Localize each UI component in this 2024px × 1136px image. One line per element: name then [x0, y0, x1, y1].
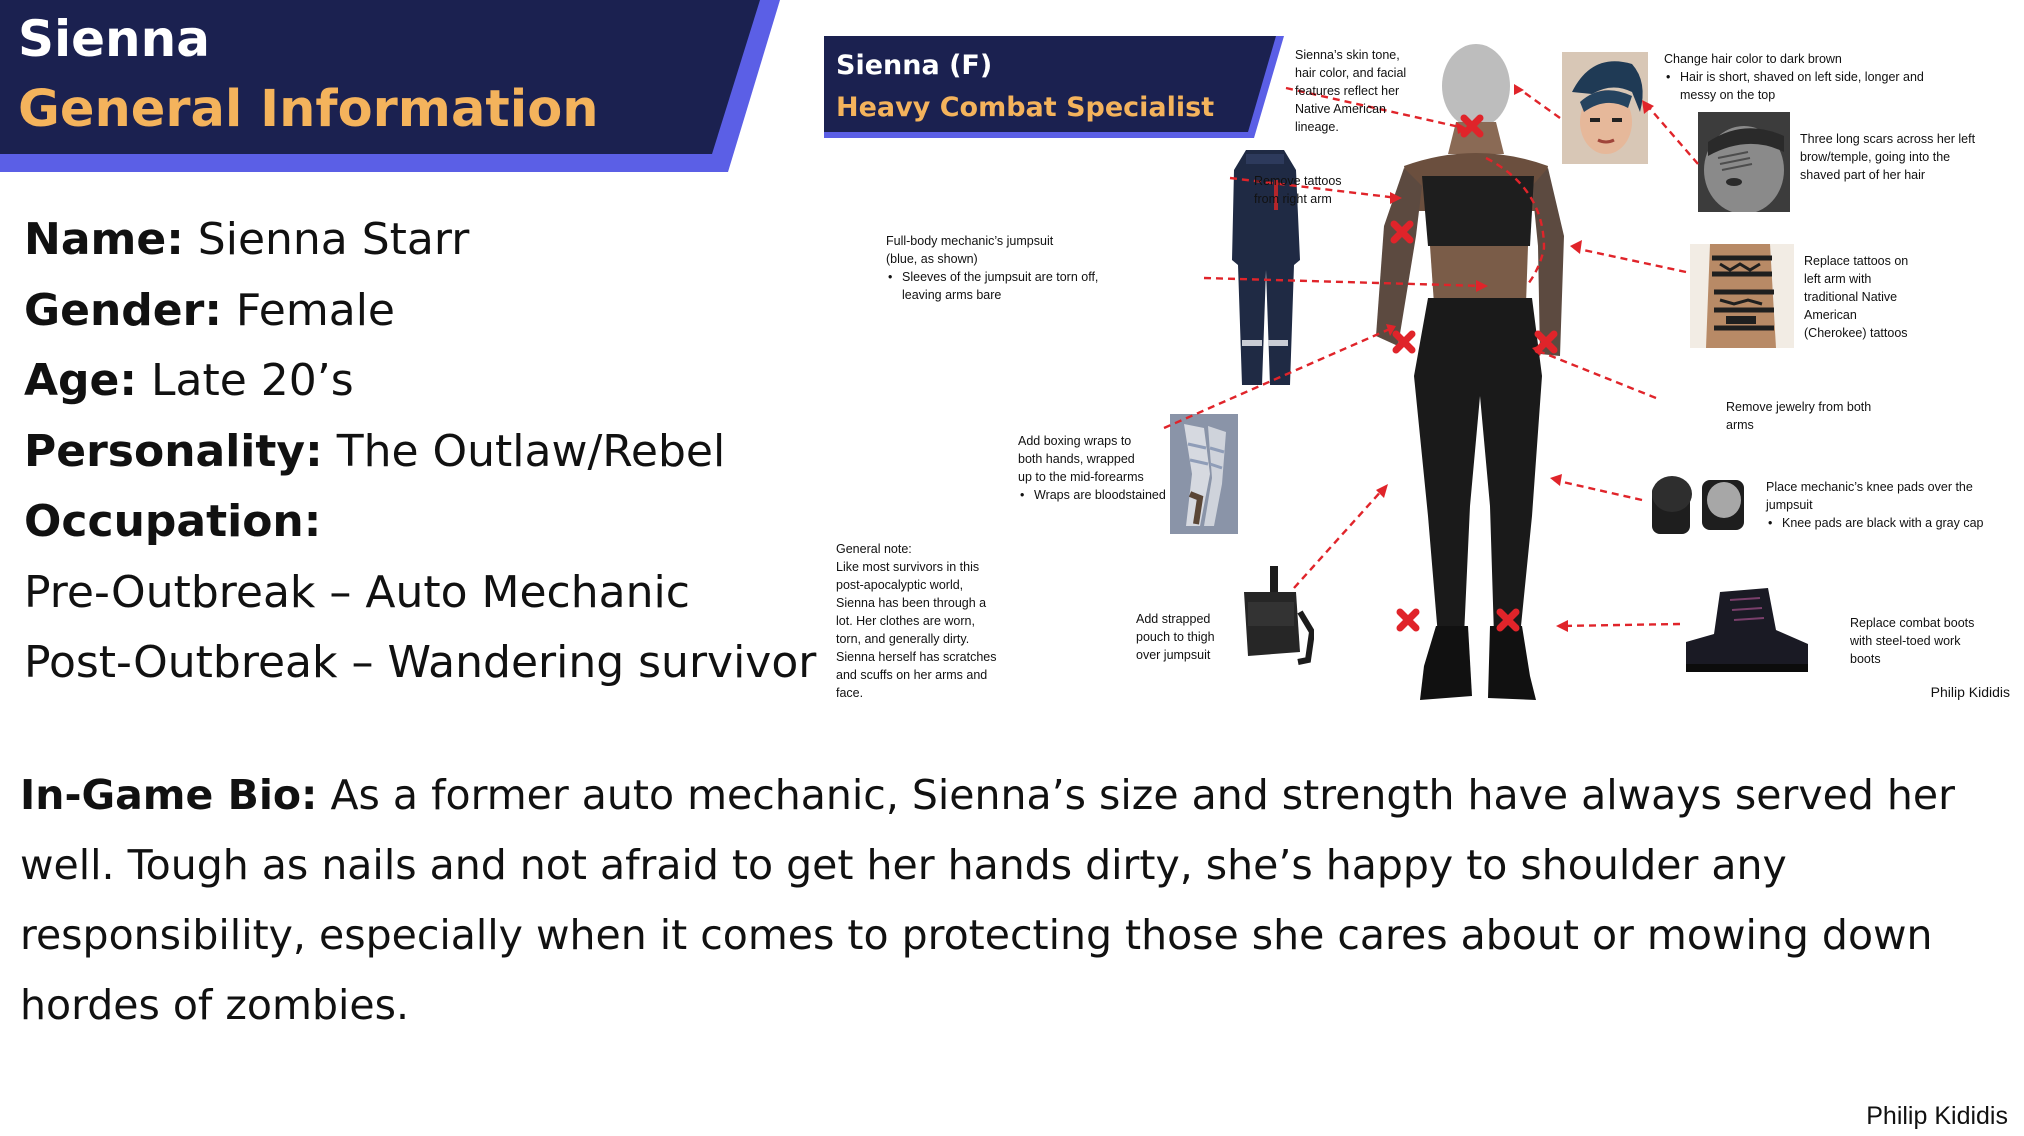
info-list	[24, 205, 816, 699]
in-game-bio	[20, 760, 2010, 1040]
note-general: General note: Like most survivors in this post-apocalyptic world, Sienna has been through a lot. Her clothes are worn, torn, and generally dirty. Sienna herself has scratches and scuffs on her arms and face.	[836, 542, 997, 700]
info-label: Occupation:	[24, 496, 322, 547]
info-personality	[24, 417, 816, 488]
work-boots-image	[1680, 582, 1812, 680]
info-value: Sienna Starr	[183, 214, 470, 265]
note-bullet: • Wraps are bloodstained	[1018, 486, 1168, 504]
note-bullet: • Knee pads are black with a gray cap	[1766, 514, 2016, 532]
info-label: Gender:	[24, 284, 222, 336]
note-thigh-pouch: Add strapped pouch to thigh over jumpsuit	[1136, 612, 1215, 662]
sheet-credit: Philip Kididis	[1930, 684, 2010, 700]
scars-reference-image	[1698, 112, 1790, 212]
occupation-pre: Pre-Outbreak – Auto Mechanic	[24, 566, 690, 618]
tattoo-reference-image	[1690, 244, 1794, 348]
sheet-title: Sienna (F)	[836, 50, 993, 81]
character-figure	[1344, 36, 1564, 716]
note-knee-pads: Place mechanic’s knee pads over the jumpsuit • Knee pads are black with a gray cap	[1766, 478, 2016, 532]
note-bullet: • Hair is short, shaved on left side, longer and messy on the top	[1664, 68, 1954, 104]
bio-label: In-Game Bio:	[20, 771, 318, 819]
hair-reference-image	[1562, 52, 1648, 164]
note-bullet: • Sleeves of the jumpsuit are torn off, leaving arms bare	[886, 268, 1112, 304]
info-occupation	[24, 487, 816, 558]
info-label: Name:	[24, 214, 184, 265]
note-skin: Sienna’s skin tone, hair color, and facial features reflect her Native American lineage.	[1295, 48, 1407, 134]
note-boxing-wraps: Add boxing wraps to both hands, wrapped up to the mid-forearms • Wraps are bloodstained	[1018, 432, 1168, 504]
note-jumpsuit: Full-body mechanic’s jumpsuit (blue, as shown) • Sleeves of the jumpsuit are torn off, leaving arms bare	[886, 232, 1112, 304]
knee-pads-image	[1642, 464, 1754, 538]
info-label: Age:	[24, 355, 137, 406]
title-banner	[0, 0, 780, 172]
info-age	[24, 346, 816, 417]
info-value: Late 20’s	[137, 355, 354, 406]
info-value: Female	[221, 284, 395, 336]
occupation-post: Post-Outbreak – Wandering survivor	[24, 637, 817, 688]
page-subtitle: General Information	[18, 80, 599, 139]
author-credit: Philip Kididis	[1866, 1102, 2008, 1130]
thigh-pouch-image	[1234, 562, 1314, 672]
sheet-banner	[824, 36, 1284, 146]
info-gender	[24, 276, 816, 347]
bio-text: As a former auto mechanic, Sienna’s size and strength have always served her well. Tough as nails and not afraid to get her hands dirty, she’s happy to shoulder any responsibility, especially when it comes to protecting those she cares about or mowing down hordes of zombies.	[20, 771, 1955, 1029]
sheet-role: Heavy Combat Specialist	[836, 92, 1215, 123]
boxing-wraps-image	[1170, 414, 1238, 534]
reference-sheet	[824, 28, 2020, 718]
face-placeholder	[1442, 44, 1510, 128]
note-hair: Change hair color to dark brown • Hair is short, shaved on left side, longer and messy on the top	[1664, 50, 1954, 104]
page-title: Sienna	[18, 10, 210, 68]
info-name	[24, 205, 816, 276]
note-scars: Three long scars across her left brow/temple, going into the shaved part of her hair	[1800, 132, 1976, 182]
note-remove-right-tattoos: Remove tattoos from right arm	[1254, 174, 1342, 206]
note-jewelry: Remove jewelry from both arms	[1726, 400, 1872, 432]
note-left-tattoos: Replace tattoos on left arm with traditional Native American (Cherokee) tattoos	[1804, 254, 1909, 340]
note-boots: Replace combat boots with steel-toed work boots	[1850, 616, 1975, 666]
info-label: Personality:	[24, 425, 323, 477]
info-value: The Outlaw/Rebel	[322, 425, 726, 477]
